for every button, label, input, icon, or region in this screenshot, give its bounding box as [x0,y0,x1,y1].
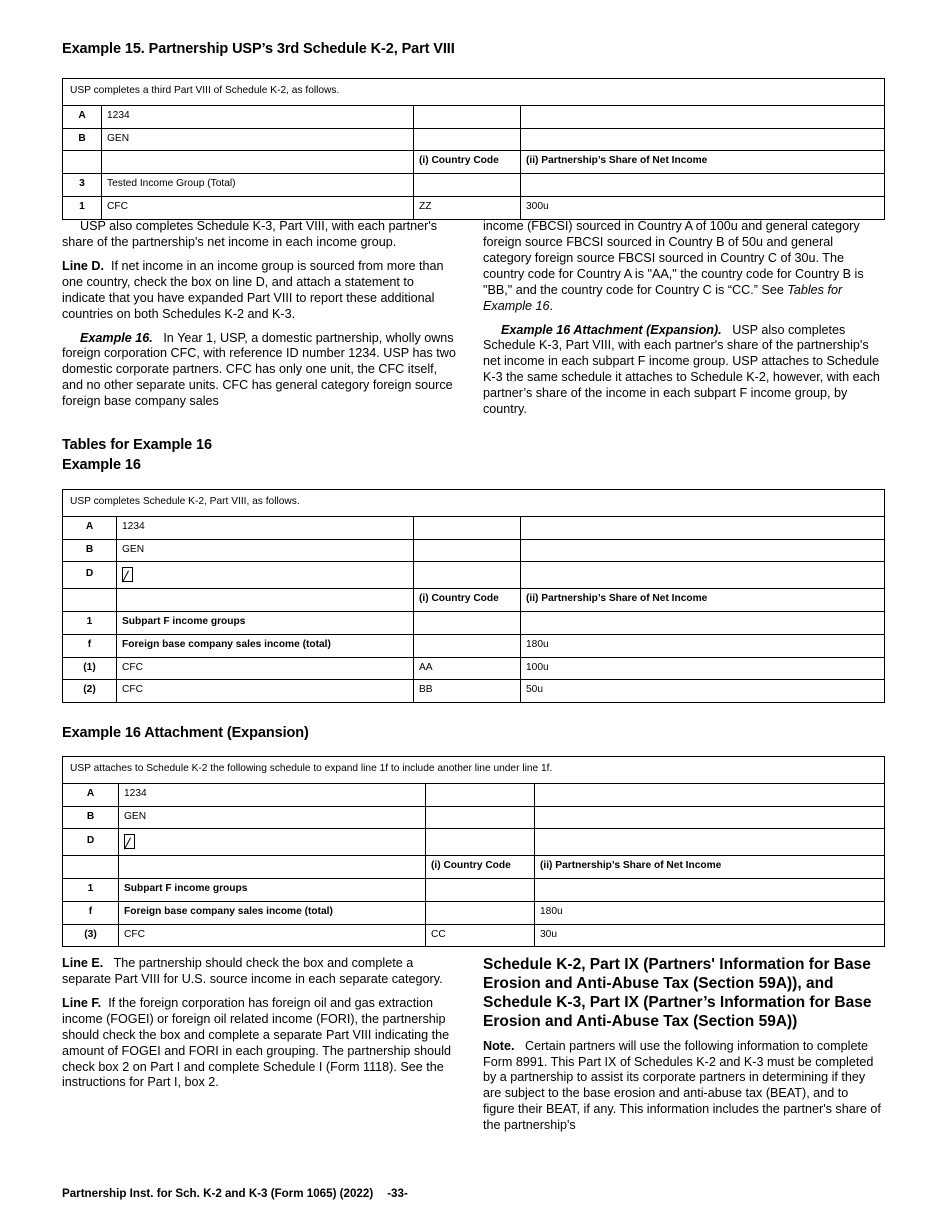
heading-example-16: Example 16 [62,457,141,474]
row-description [102,151,414,174]
row-share-net-income [521,174,885,197]
paragraph-example-16-continued-body: income (FBCSI) sourced in Country A of 100u and general category foreign source FBCSI sourced in Country B of 50u and general category foreign source FBCSI sourced in Country C of 30u. The country code for Country A is "AA," the country code for Country B is "BB," and the country code for Country C is “CC.” See [483,219,864,297]
row-country-code [426,829,535,856]
table-row [63,196,885,219]
row-description: CFC [117,657,414,680]
row-share-net-income: 300u [521,196,885,219]
row-label [63,151,102,174]
paragraph-example-16-continued-end: . [549,298,554,313]
run-in-head-note: Note. [483,1038,515,1053]
row-share-net-income: 100u [521,657,885,680]
row-description: 1234 [119,783,426,806]
table-note-row [63,79,885,106]
row-description: CFC [102,196,414,219]
row-description: Foreign base company sales income (total) [119,901,426,924]
table-note-text: USP completes a third Part VIII of Schedule K-2, as follows. [63,79,885,106]
table-example-16 [62,489,885,703]
column-header-country-code: (i) Country Code [414,151,521,174]
row-label: 1 [63,612,117,635]
row-label: D [63,829,119,856]
table-row-checkbox [63,562,885,589]
table-row [63,128,885,151]
table-note-row [63,757,885,784]
row-country-code [414,105,521,128]
row-label [63,589,117,612]
row-country-code [414,539,521,562]
row-label: (1) [63,657,117,680]
paragraph-line-f-body: If the foreign corporation has foreign oil and gas extraction income (FOGEI) or foreign oil related income (FORI), the partnership should check the box and complete a separate Part VIII indicating the amount of FOGEI and FORI in each grouping. The partnership should check box 2 on Part I and complete Schedule I (Form 1118). See the instructions for Part I, box 2. [62,995,451,1090]
row-description-checkbox [119,829,426,856]
row-share-net-income [521,105,885,128]
checked-checkbox-icon[interactable] [124,834,135,849]
table-note-text: USP completes Schedule K-2, Part VIII, as follows. [63,490,885,517]
prose-column-left-bottom [62,956,460,1134]
row-description: Subpart F income groups [119,879,426,902]
row-label: 1 [63,879,119,902]
row-share-net-income [521,128,885,151]
paragraph-example-16 [62,331,460,411]
row-share-net-income: 180u [521,634,885,657]
table-header-row [63,589,885,612]
table-header-row [63,856,885,879]
row-country-code [426,879,535,902]
row-label: B [63,128,102,151]
heading-example-15: Example 15. Partnership USP’s 3rd Schedule K-2, Part VIII [62,41,455,57]
row-country-code: AA [414,657,521,680]
prose-column-left [62,219,460,426]
row-country-code [414,174,521,197]
row-label: A [63,783,119,806]
row-label: A [63,105,102,128]
row-share-net-income: 50u [521,680,885,703]
row-share-net-income [521,539,885,562]
table-note-text: USP attaches to Schedule K-2 the following schedule to expand line 1f to include another line under line 1f. [63,757,885,784]
table-row [63,634,885,657]
row-share-net-income [521,562,885,589]
run-in-head-line-f: Line F. [62,995,102,1010]
table-header-row [63,151,885,174]
paragraph-note [483,1039,881,1135]
paragraph-example-16-attachment [483,323,881,419]
prose-column-right-bottom [483,956,881,1134]
column-header-country-code: (i) Country Code [426,856,535,879]
row-country-code [426,901,535,924]
table-row [63,612,885,635]
table-example-16-attachment [62,756,885,947]
table-example-16-attachment-body [63,757,885,947]
row-country-code [426,806,535,829]
paragraph-line-d [62,259,460,323]
run-in-head-line-d: Line D. [62,258,104,273]
row-description: GEN [119,806,426,829]
row-share-net-income [521,612,885,635]
row-country-code: CC [426,924,535,947]
row-share-net-income: 180u [535,901,885,924]
run-in-head-line-e: Line E. [62,956,104,970]
paragraph-note-body: Certain partners will use the following information to complete Form 8991. This Part IX of Schedules K-2 and K-3 must be completed by a partnership to assist its corporate partners in determining if they are subject to the base erosion and anti-abuse tax (BEAT), and to figure their BEAT, if any. This information includes the partner's share of the partnership's [483,1038,881,1133]
table-row [63,901,885,924]
table-row [63,539,885,562]
row-description: CFC [117,680,414,703]
row-label: D [63,562,117,589]
table-row [63,783,885,806]
row-share-net-income [535,829,885,856]
table-example-15 [62,78,885,220]
paragraph-line-f [62,996,460,1092]
row-label: A [63,516,117,539]
row-country-code: BB [414,680,521,703]
row-label: (2) [63,680,117,703]
row-description: GEN [102,128,414,151]
row-description: Foreign base company sales income (total) [117,634,414,657]
checked-checkbox-icon[interactable] [122,567,133,582]
paragraph-example-16-attachment-body: USP also completes Schedule K-3, Part VIII, with each partner's share of the partnership's net income in each subpart F income group. USP attaches to Schedule K-3 the same schedule it attaches to Schedule K-2, however, with each partner’s share of the income in each subpart F income group, by country. [483,322,880,417]
row-share-net-income: 30u [535,924,885,947]
table-note-row [63,490,885,517]
table-row-checkbox [63,829,885,856]
column-header-share-net-income: (ii) Partnership’s Share of Net Income [521,589,885,612]
table-row [63,806,885,829]
row-label: (3) [63,924,119,947]
row-share-net-income [535,783,885,806]
run-in-head-example-16-attachment: Example 16 Attachment (Expansion). [501,322,722,337]
paragraph-example-16-continued [483,219,881,315]
row-country-code: ZZ [414,196,521,219]
italic-tables-for-example-16-dup: Tables for Example 16 [483,282,843,313]
column-header-share-net-income: (ii) Partnership’s Share of Net Income [535,856,885,879]
table-row [63,105,885,128]
row-description [119,856,426,879]
row-country-code [414,562,521,589]
paragraph-usp-also: USP also completes Schedule K-3, Part VIII, with each partner's share of the partnership's net income in each income group. [62,219,438,249]
heading-example-16-attachment: Example 16 Attachment (Expansion) [62,725,309,741]
paragraph-line-d-body: If net income in an income group is sourced from more than one country, check the box on line D, and attach a statement to indicate that you have expanded Part VIII to report these additional countries on both Schedules K-2 and K-3. [62,258,444,321]
table-row [63,516,885,539]
row-country-code [426,783,535,806]
table-row [63,924,885,947]
row-label: 1 [63,196,102,219]
table-row [63,680,885,703]
heading-schedule-k2-part-ix: Schedule K-2, Part IX (Partners' Information for Base Erosion and Anti-Abuse Tax (Section 59A)), and Schedule K-3, Part IX (Partner’s Information for Base Erosion and Anti-Abuse Tax (Section 59A)) [483,956,872,1030]
heading-tables-for-example-16: Tables for Example 16 [62,437,212,453]
row-country-code [414,612,521,635]
column-header-share-net-income: (ii) Partnership’s Share of Net Income [521,151,885,174]
paragraph-example-16-body: In Year 1, USP, a domestic partnership, wholly owns foreign corporation CFC, with reference ID number 1234. USP has two domestic corporate partners. CFC has only one unit, the CFC itself, and no other separate units. CFC has general category foreign source foreign base company sales [62,330,456,409]
page-footer [62,1187,408,1200]
row-label: 3 [63,174,102,197]
row-label [63,856,119,879]
prose-column-right [483,219,881,426]
table-row [63,657,885,680]
row-share-net-income [535,806,885,829]
column-header-country-code: (i) Country Code [414,589,521,612]
footer-page-number: -33- [387,1187,408,1200]
row-country-code [414,634,521,657]
row-label: f [63,634,117,657]
row-description: Subpart F income groups [117,612,414,635]
row-description: GEN [117,539,414,562]
row-share-net-income [521,516,885,539]
row-description-checkbox [117,562,414,589]
row-description [117,589,414,612]
table-example-15-body [63,79,885,220]
row-country-code [414,516,521,539]
row-label: B [63,806,119,829]
row-description: 1234 [117,516,414,539]
row-description: CFC [119,924,426,947]
row-label: B [63,539,117,562]
paragraph-line-e [62,956,460,988]
row-country-code [414,128,521,151]
paragraph-line-e-body: The partnership should check the box and complete a separate Part VIII for U.S. source income in each separate category. [62,956,443,986]
footer-title: Partnership Inst. for Sch. K-2 and K-3 (Form 1065) (2022) [62,1187,374,1200]
table-example-16-body [63,490,885,703]
table-row [63,879,885,902]
row-description: 1234 [102,105,414,128]
run-in-head-example-16: Example 16. [80,330,153,345]
row-share-net-income [535,879,885,902]
table-row [63,174,885,197]
row-label: f [63,901,119,924]
row-description: Tested Income Group (Total) [102,174,414,197]
